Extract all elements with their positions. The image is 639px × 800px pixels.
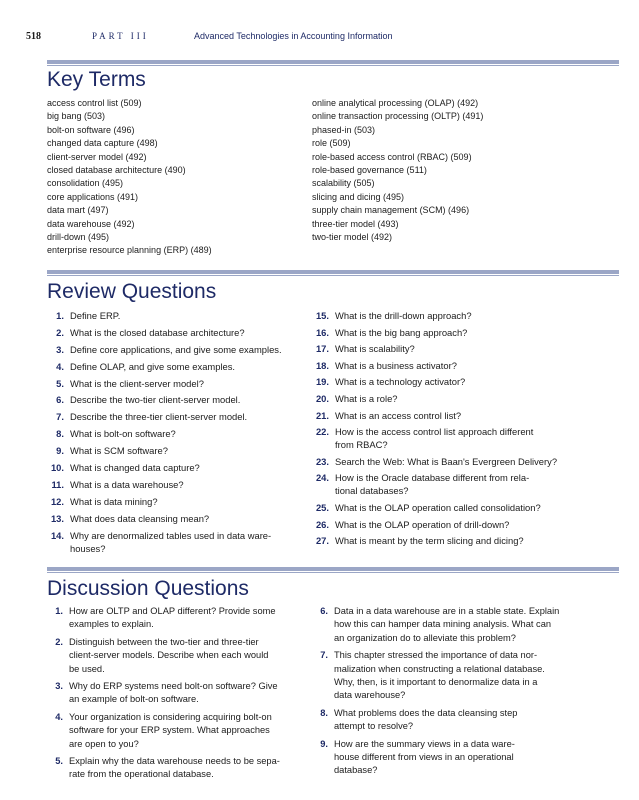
review-questions-right-column: [312, 309, 564, 551]
question-item: [312, 342, 564, 355]
question-text-line: Why do ERP systems need bolt-on software? Give: [69, 681, 278, 692]
question-item: [47, 711, 297, 751]
question-text-line: What is an access control list?: [335, 409, 462, 421]
question-item: [47, 605, 297, 632]
question-number: 7.: [56, 411, 64, 423]
question-text-line: What is the drill-down approach?: [335, 310, 472, 321]
question-item: [47, 393, 297, 406]
question-item: [47, 529, 297, 555]
question-text-line: client-server models. Describe when each would: [69, 650, 269, 661]
key-terms-right-column: [312, 97, 483, 244]
question-item: [312, 501, 564, 514]
question-text-line: Describe the three-tier client-server model.: [70, 411, 248, 423]
question-text-line: What is scalability?: [335, 343, 415, 355]
question-text-line: Data in a data warehouse are in a stable state. Explain: [334, 606, 560, 616]
question-item: [312, 425, 564, 451]
key-term: client-server model (492): [47, 151, 147, 162]
question-text-line: What is the OLAP operation of drill-down?: [335, 518, 510, 530]
question-text-line: How is the Oracle database different from rela-: [335, 472, 530, 484]
question-number: 3.: [56, 343, 64, 355]
key-term: online analytical processing (OLAP) (492): [312, 98, 479, 108]
question-item: [47, 512, 297, 525]
question-number: 1.: [55, 606, 63, 616]
question-item: [47, 755, 297, 782]
key-term: role-based access control (RBAC) (509): [312, 151, 472, 162]
question-number: 2.: [56, 326, 64, 338]
question-text-line: data warehouse?: [334, 690, 406, 701]
section-rule: [47, 567, 619, 571]
question-text-line: attempt to resolve?: [334, 721, 414, 732]
question-text-line: are open to you?: [69, 738, 139, 749]
key-term: phased-in (503): [312, 124, 376, 135]
question-text-line: Explain why the data warehouse needs to be sepa-: [69, 756, 280, 767]
question-text-line: What is meant by the term slicing and dicing?: [335, 535, 524, 547]
question-number: 9.: [320, 738, 328, 749]
question-text-line: Define OLAP, and give some examples.: [70, 360, 236, 372]
question-number: 19.: [315, 376, 329, 388]
question-text-line: What is a role?: [335, 392, 398, 404]
key-term: three-tier model (493): [312, 218, 399, 229]
question-text-line: software for your ERP system. What approaches: [69, 725, 270, 736]
review-questions-heading: Review Questions: [47, 280, 217, 303]
question-item: [47, 427, 297, 440]
key-term: slicing and dicing (495): [312, 191, 405, 202]
question-item: [47, 495, 297, 508]
question-text-line: Define ERP.: [70, 310, 121, 321]
discussion-questions-heading: Discussion Questions: [47, 577, 249, 600]
question-number: 20.: [315, 392, 329, 404]
question-number: 8.: [56, 428, 64, 440]
question-text-line: database?: [334, 765, 378, 776]
key-term: drill-down (495): [47, 232, 110, 243]
question-item: [312, 326, 564, 339]
question-item: [312, 375, 564, 388]
question-number: 5.: [55, 756, 63, 767]
part-label: PART III: [92, 31, 149, 41]
question-number: 11.: [51, 478, 64, 490]
question-number: 12.: [50, 495, 64, 507]
question-text-line: What is the OLAP operation called consolidation?: [335, 501, 541, 513]
question-number: 26.: [315, 518, 329, 530]
question-number: 13.: [50, 512, 64, 524]
question-number: 21.: [315, 409, 329, 421]
key-term: role-based governance (511): [312, 165, 427, 176]
key-term: supply chain management (SCM) (496): [312, 205, 470, 216]
question-text-line: What is changed data capture?: [70, 462, 200, 474]
question-text-line: How is the access control list approach different: [335, 426, 534, 438]
running-title: Advanced Technologies in Accounting Information: [194, 31, 393, 41]
key-term: data warehouse (492): [47, 218, 135, 229]
question-text-line: Distinguish between the two-tier and three-tier: [69, 636, 259, 647]
question-item: [312, 738, 564, 778]
question-number: 25.: [315, 501, 329, 513]
question-item: [312, 471, 564, 497]
key-term: online transaction processing (OLTP) (491): [312, 111, 484, 122]
section-rule: [47, 60, 619, 64]
question-number: 23.: [315, 455, 329, 467]
question-item: [312, 392, 564, 405]
key-term: big bang (503): [47, 111, 106, 122]
question-text-line: This chapter stressed the importance of data nor-: [334, 650, 538, 661]
question-text-line: Describe the two-tier client-server model.: [70, 394, 241, 406]
question-text-line: examples to explain.: [69, 619, 154, 630]
question-number: 15.: [315, 310, 329, 321]
key-term: scalability (505): [312, 178, 375, 189]
question-item: [47, 360, 297, 373]
question-text-line: rate from the operational database.: [69, 769, 214, 780]
question-item: [312, 534, 564, 547]
question-number: 27.: [315, 535, 329, 547]
discussion-questions-left-column: [47, 605, 297, 786]
question-text-line: house different from views in an operational: [334, 752, 514, 763]
key-terms-heading: Key Terms: [47, 68, 146, 91]
question-number: 4.: [55, 711, 63, 722]
key-term: two-tier model (492): [312, 232, 393, 243]
question-text-line: houses?: [70, 542, 106, 554]
question-item: [47, 461, 297, 474]
review-questions-left-column: [47, 309, 297, 558]
running-header: [26, 31, 619, 45]
question-text-line: from RBAC?: [335, 439, 388, 451]
question-text-line: Why are denormalized tables used in data ware-: [70, 529, 272, 541]
question-item: [47, 636, 297, 676]
question-number: 4.: [56, 360, 64, 372]
question-text-line: Why, then, is it important to denormalize data in a: [334, 677, 538, 688]
question-text-line: an organization do to alleviate this problem?: [334, 632, 516, 643]
question-text-line: What is bolt-on software?: [70, 428, 176, 440]
question-text-line: What is data mining?: [70, 495, 158, 507]
question-text-line: What is the closed database architecture?: [70, 326, 245, 338]
question-number: 5.: [56, 377, 64, 389]
question-text-line: How are OLTP and OLAP different? Provide some: [69, 606, 276, 616]
question-text-line: What is a technology activator?: [335, 376, 466, 388]
question-number: 10.: [50, 462, 64, 474]
question-number: 24.: [315, 472, 329, 484]
question-text-line: an example of bolt-on software.: [69, 694, 199, 705]
question-item: [312, 455, 564, 468]
question-text-line: how this can hamper data mining analysis. What can: [334, 619, 552, 630]
question-text-line: tional databases?: [335, 485, 409, 497]
question-text-line: How are the summary views in a data ware-: [334, 738, 515, 749]
question-text-line: What is SCM software?: [70, 445, 168, 457]
question-item: [312, 649, 564, 703]
question-number: 16.: [315, 326, 329, 338]
question-text-line: What is a business activator?: [335, 359, 457, 371]
question-number: 7.: [320, 650, 328, 661]
question-text-line: malization when constructing a relational database.: [334, 663, 545, 674]
key-term: access control list (509): [47, 98, 142, 108]
key-terms-left-column: [47, 97, 212, 258]
question-item: [312, 707, 564, 734]
question-number: 6.: [56, 394, 64, 406]
question-number: 2.: [55, 636, 63, 647]
question-number: 6.: [320, 606, 328, 616]
question-text-line: Your organization is considering acquiring bolt-on: [69, 711, 272, 722]
question-number: 9.: [56, 445, 64, 457]
question-item: [47, 326, 297, 339]
question-item: [47, 309, 297, 322]
discussion-questions-right-column: [312, 605, 564, 782]
question-text-line: Define core applications, and give some examples.: [70, 343, 282, 355]
question-text-line: What is the big bang approach?: [335, 326, 468, 338]
question-item: [312, 309, 564, 322]
key-term: core applications (491): [47, 191, 139, 202]
key-term: closed database architecture (490): [47, 165, 186, 176]
question-item: [47, 410, 297, 423]
question-text-line: What problems does the data cleansing step: [334, 707, 518, 718]
section-rule: [47, 270, 619, 274]
page-number: 518: [26, 31, 41, 42]
question-number: 14.: [50, 529, 64, 541]
key-term: data mart (497): [47, 205, 109, 216]
question-item: [47, 343, 297, 356]
question-item: [47, 444, 297, 457]
question-item: [312, 605, 564, 645]
question-number: 18.: [315, 359, 329, 371]
question-item: [312, 409, 564, 422]
key-term: enterprise resource planning (ERP) (489): [47, 245, 212, 256]
key-term: changed data capture (498): [47, 138, 158, 149]
question-number: 3.: [55, 681, 63, 692]
question-text-line: Search the Web: What is Baan's Evergreen Delivery?: [335, 455, 558, 467]
question-number: 22.: [315, 426, 329, 438]
question-item: [47, 478, 297, 491]
question-number: 17.: [315, 343, 329, 355]
question-text-line: What does data cleansing mean?: [70, 512, 210, 524]
question-item: [47, 377, 297, 390]
question-number: 8.: [320, 707, 328, 718]
key-term: role (509): [312, 138, 351, 149]
question-item: [47, 680, 297, 707]
question-text-line: be used.: [69, 663, 105, 674]
question-number: 1.: [56, 310, 64, 321]
question-item: [312, 518, 564, 531]
key-term: consolidation (495): [47, 178, 124, 189]
question-text-line: What is a data warehouse?: [70, 478, 184, 490]
question-text-line: What is the client-server model?: [70, 377, 204, 389]
question-item: [312, 359, 564, 372]
key-term: bolt-on software (496): [47, 124, 135, 135]
